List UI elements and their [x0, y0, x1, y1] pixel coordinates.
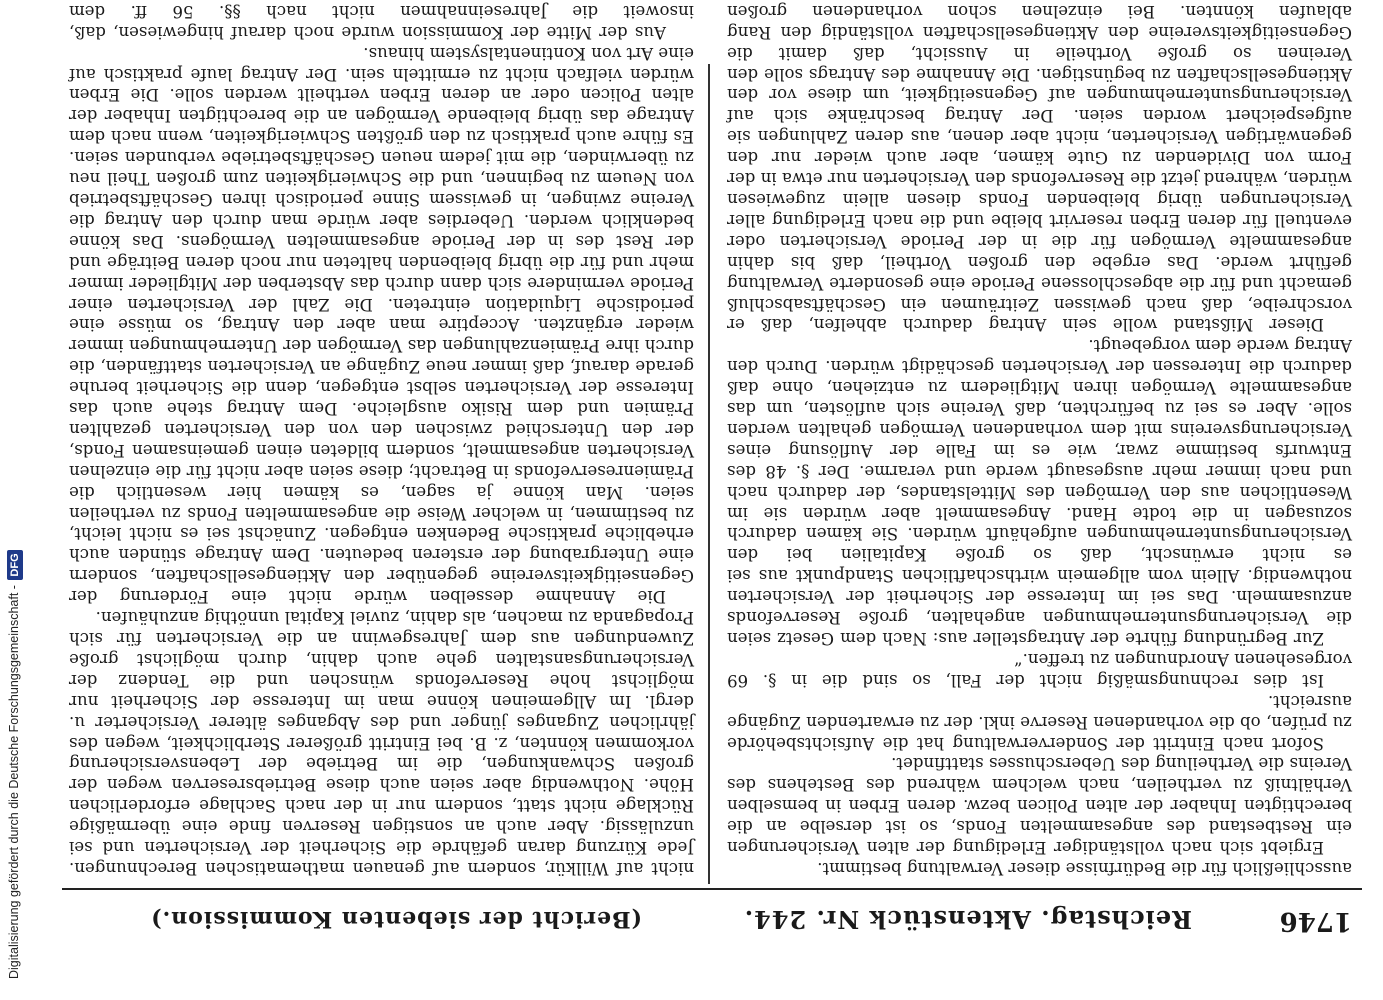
paragraph: Die Annahme desselben würde nicht eine Förderung der Gegenseitigkeitsvereine gegenüber den Aktiengesellschaften, sondern eine Untergrabung der ersteren bedeuten. Dem Antrage stünden auch erhebliche praktische Bedenken entgegen. Zunächst sei es nicht leicht, zu bestimmen, in welcher Weise die angesammelten Fonds zu vertheilen seien. Man könne ja sagen, es kämen hier wesentlich die Prämienreservefonds in Betracht; diese seien aber nicht für die einzelnen Versicherten angesammelt, sondern bildeten einen gemeinsamen Fonds, der den Unterschied zwischen den von den Versicherten gezahlten Prämien und dem Risiko ausgleiche. Dem Antrag stehe auch das Interesse der Versicherten selbst entgegen, denn die Sicherheit beruhe gerade darauf, daß immer neue Zugänge an Versicherten stattfänden, die durch ihre Prämienzahlungen das Vermögen der Unternehmungen immer wieder ergänzten. Acceptire man aber den Antrag, so müsse eine periodische Liquidation eintreten. Die Zahl der Versicherten einer Periode vermindere sich dann durch das Absterben der Mitglieder immer mehr und für die übrig bleibenden halteten nur noch deren Beiträge und der Rest des in der Periode angesammelten Vermögens. Das könne bedenklich werden. Ueberdies aber würde man durch den Antrag die Vereine zwingen, in gewissem Sinne periodisch ihren Geschäftsbetrieb von Neuem zu beginnen, und die Schwierigkeiten zum großen Theil neu zu überwinden, die mit jedem neuen Geschäftsbetriebe verbunden seien. Es führe auch praktisch zu den größten Schwierigkeiten, wenn nach dem Antrage das übrig bleibende Vermögen an die berechtigten Inhaber der alten Policen oder an deren Erben vertheilt werden solle. Die Erben würden vielfach nicht zu ermitteln sein. Der Antrag laufe praktisch auf eine Art von Kontinentalsystem hinaus. [69, 43, 694, 607]
credit-text: Digitalisierung gefördert durch die Deutsche Forschungsgemeinschaft - [7, 585, 21, 979]
digitization-credit [3, 19, 25, 979]
paragraph: Dieser Mißstand wolle sein Antrag dadurch abhelfen, daß er vorschreibe, daß nach gewissen Zeiträumen ein Geschäftsabschluß gemacht und für die abgeschlossene Periode eine gesonderte Verwaltung geführt werde. Das ergebe den großen Vortheil, daß bis dahin angesammelte Vermögen für die in der Periode Versicherten oder eventuell für deren Erben reservirt bleibe und die nach Erledigung aller Versicherungen übrig bleibenden Fonds diesen allein zugewiesen würden, während jetzt die Reservefonds den Versicherten nur etwa in der Form von Dividenden zu Gute kämen, aber auch wieder nur den gegenwärtigen Versicherten, nicht aber denen, aus deren Zahlungen sie aufgespeichert worden seien. Der Antrag beschränke sich auf Versicherungsunternehmungen auf Gegenseitigkeit, um diese vor den Aktiengesellschaften zu begünstigen. Die Annahme des Antrags solle den Vereinen so große Vortheile in Aussicht, daß damit die Gegenseitigkeitsvereine den Aktiengesellschaften vollständig den Rang ablaufen könnten. Bei einzelnen schon vorhandenen großen [727, 1, 1352, 335]
column-divider [708, 64, 710, 884]
running-title: Reichstag. Aktenstück Nr. 244. [743, 905, 1192, 934]
page-header [62, 892, 1362, 940]
report-subtitle: (Bericht der siebenten Kommission.) [150, 906, 642, 932]
paragraph: ausschließlich für die Bedürfnisse dieser Verwaltung bestimmt. [817, 859, 1352, 878]
header-rule [62, 888, 1362, 890]
right-column [69, 1, 694, 878]
page-number: 1746 [1279, 906, 1352, 936]
paragraph: Zur Begründung führte der Antragsteller aus: Nach dem Gesetz seien die Versicherungsunternehmungen angehalten, große Reservefonds anzusammeln. Das sei im Interesse der Sicherheit der Versicherten nothwendig. Allein vom allgemein wirthschaftlichen Standpunkt aus sei es nicht erwünscht, daß so große Kapitalien bei den Versicherungsunternehmungen aufgehäuft würden. Sie kämen dadurch sozusagen in die todte Hand. Angesammelt aber würden sie im Wesentlichen aus den Vermögen des Mittelstandes, der dadurch nach und nach immer mehr ausgesaugt werde und verarme. Der §. 48 des Entwurfs bestimme zwar, wie es im Falle der Auflösung eines Versicherungsvereins mit dem vorhandenen Vermögen gehalten werden solle. Aber es sei zu befürchten, daß Vereine sich auflösten, um das angesammelte Vermögen ihren Mitgliedern zu entziehen, ohne daß dadurch die Interessen der Versicherten geschädigt würden. Durch den Antrag werde dem vorgebeugt. [727, 336, 1352, 649]
rotated-scanned-page [62, 1, 1362, 940]
left-column [727, 1, 1352, 878]
paragraph: nicht auf Willkür, sondern auf genauen mathematischen Berechnungen. Jede Kürzung daran gefährde die Sicherheit der Versicherten und sei unzulässig. Aber auch an sonstigen Reserven finde eine übermäßige Rücklage nicht statt, sondern nur in der nach Sachlage erforderlichen Höhe. Nothwendig aber seien auch diese Betriebsreserven wegen der großen Schwankungen, die im Betriebe der Lebensversicherung vorkommen könnten, z. B. bei Eintritt größerer Sterblichkeit, wegen des jährlichen Zuganges jünger und des Abganges älterer Versicherter u. dergl. Im Allgemeinen könne man im Interesse der Sicherheit nur möglichst hohe Reservefonds wünschen und die Tendenz der Versicherungsanstalten gehe auch dahin, durch möglichst große Zuwendungen aus dem Jahresgewinn an die Versicherten für sich Propaganda zu machen, als dahin, zuviel Kapital unnöthig anzuhäufen. [69, 608, 694, 878]
paragraph: Aus der Mitte der Kommission wurde noch darauf hingewiesen, daß, insoweit die Jahreseinnahmen nicht nach §§. 56 ff. dem [69, 1, 694, 42]
paragraph: Ist dies rechnungsmäßig nicht der Fall, so sind die in §. 69 vorgesehenen Anordnungen zu treffen.“ [727, 649, 1352, 690]
dfg-logo-icon: DFG [7, 550, 23, 579]
paragraph: Sofort nach Eintritt der Sonderverwaltung hat die Aufsichtsbehörde zu prüfen, ob die vorhandenen Reserve inkl. der zu erwartenden Zugänge ausreicht. [727, 691, 1352, 753]
paragraph: Ergiebt sich nach vollständiger Erledigung der alten Versicherungen ein Restbestand des angesammelten Fonds, so ist derselbe an die berechtigten Inhaber der alten Policen bezw. deren Erben in bemselben Verhältniß zu vertheilen, nach welchem während des Bestehens des Vereins die Vertheilung des Ueberschusses stattfindet. [727, 754, 1352, 858]
